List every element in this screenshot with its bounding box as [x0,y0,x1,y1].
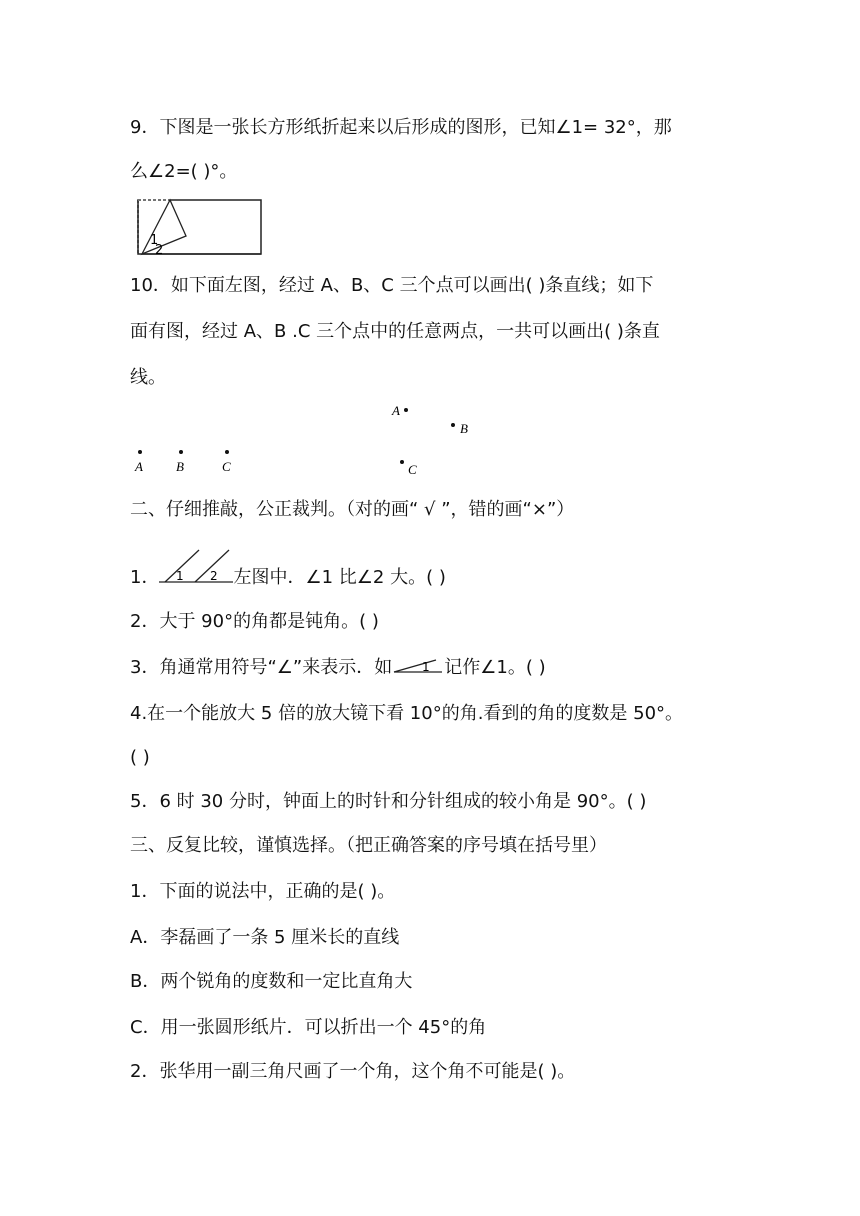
left-point-c-label: C [222,459,231,474]
s3-option-b: B．两个锐角的度数和一定比直角大 [130,971,413,992]
s2-item-1-text: 左图中．∠1 比∠2 大。( ) [233,567,446,588]
s3-option-a: A．李磊画了一条 5 厘米长的直线 [130,927,400,948]
s2-item-3 [130,656,546,680]
triangle-points-figure [386,400,486,480]
q10-line-3: 线。 [130,367,166,388]
left-point-a-label: A [135,459,143,474]
s3-option-c: C．用一张圆形纸片．可以折出一个 45°的角 [130,1017,487,1038]
s2-item-1 [130,566,446,590]
figure-angle-label-2: 2 [155,243,164,258]
s2-item-5: 5．6 时 30 分时，钟面上的时针和分针组成的较小角是 90°。( ) [130,791,647,812]
collinear-points-figure [128,446,248,476]
fig-angle-1-label: 1 [176,569,185,583]
s2-item-4-line-1: 4.在一个能放大 5 倍的放大镜下看 10°的角.看到的角的度数是 50°。 [130,703,684,724]
q9-line-1: 9．下图是一张长方形纸折起来以后形成的图形，已知∠1= 32°，那 [130,117,672,138]
angle-symbol-figure [392,656,444,680]
q10-line-1: 10．如下面左图，经过 A、B、C 三个点可以画出( )条直线；如下 [130,275,654,296]
s2-item-3-text-b: 记作∠1。( ) [444,657,546,678]
right-point-b-label: B [460,421,468,436]
s2-item-2: 2．大于 90°的角都是钝角。( ) [130,611,379,632]
fig-angle-label: 1 [422,660,430,674]
s2-item-1-prefix: 1． [130,567,160,588]
s3-question-2: 2．张华用一副三角尺画了一个角，这个角不可能是( )。 [130,1061,576,1082]
fig-angle-2-label: 2 [210,569,219,583]
folded-rectangle-figure [136,198,264,256]
right-point-a-label: A [392,403,400,418]
q9-line-2: 么∠2=( )°。 [130,161,238,182]
s2-item-4-line-2: ( ) [130,747,150,768]
s3-question-1: 1．下面的说法中，正确的是( )。 [130,881,396,902]
section-3-title: 三、反复比较，谨慎选择。（把正确答案的序号填在括号里） [130,835,607,856]
figure-angle-label-1: 1 [150,233,159,248]
parallel-angles-figure [159,566,233,590]
section-2-title: 二、仔细推敲，公正裁判。（对的画“ √ ”，错的画“×”） [130,499,575,520]
q10-line-2: 面有图，经过 A、B .C 三个点中的任意两点，一共可以画出( )条直 [130,321,660,342]
left-point-b-label: B [176,459,184,474]
right-point-c-label: C [408,462,417,477]
s2-item-3-text-a: 3．角通常用符号“∠”来表示．如 [130,657,393,678]
